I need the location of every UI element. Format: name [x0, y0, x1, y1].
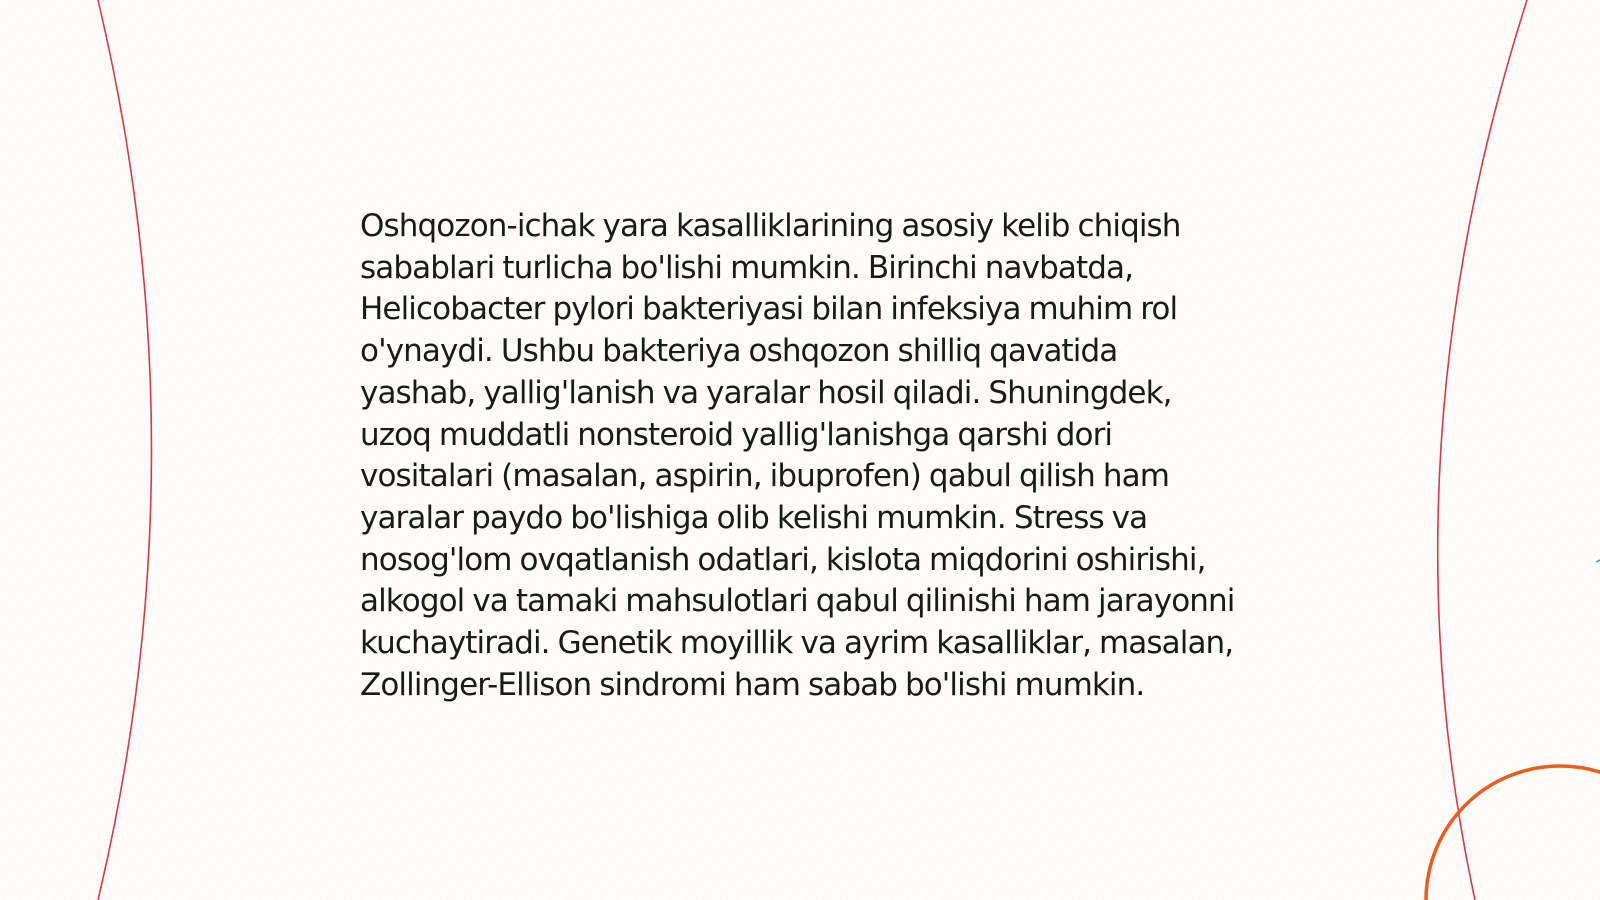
right-red-arc: [1438, 0, 1527, 900]
left-red-arc: [98, 0, 152, 900]
orange-circle-arc: [1426, 766, 1600, 900]
teal-accent-tick: [1596, 560, 1600, 562]
body-paragraph: Oshqozon-ichak yara kasalliklarining asosiy kelib chiqish sabablari turlicha bo'lishi mumkin. Birinchi navbatda, Helicobacter pylori bakteriyasi bilan infeksiya muhim rol o'ynaydi. Ushbu bakteriya oshqozon shilliq qavatida yashab, yallig'lanish va yaralar hosil qiladi. Shuningdek, uzoq muddatli nonsteroid yallig'lanishga qarshi dori vositalari (masalan, aspirin, ibuprofen) qabul qilish ham yaralar paydo bo'lishiga olib kelishi mumkin. Stress va nosog'lom ovqatlanish odatlari, kislota miqdorini oshirishi, alkogol va tamaki mahsulotlari qabul qilinishi ham jarayonni kuchaytiradi. Genetik moyillik va ayrim kasalliklar, masalan, Zollinger-Ellison sindromi ham sabab bo'lishi mumkin.: [360, 208, 1235, 703]
